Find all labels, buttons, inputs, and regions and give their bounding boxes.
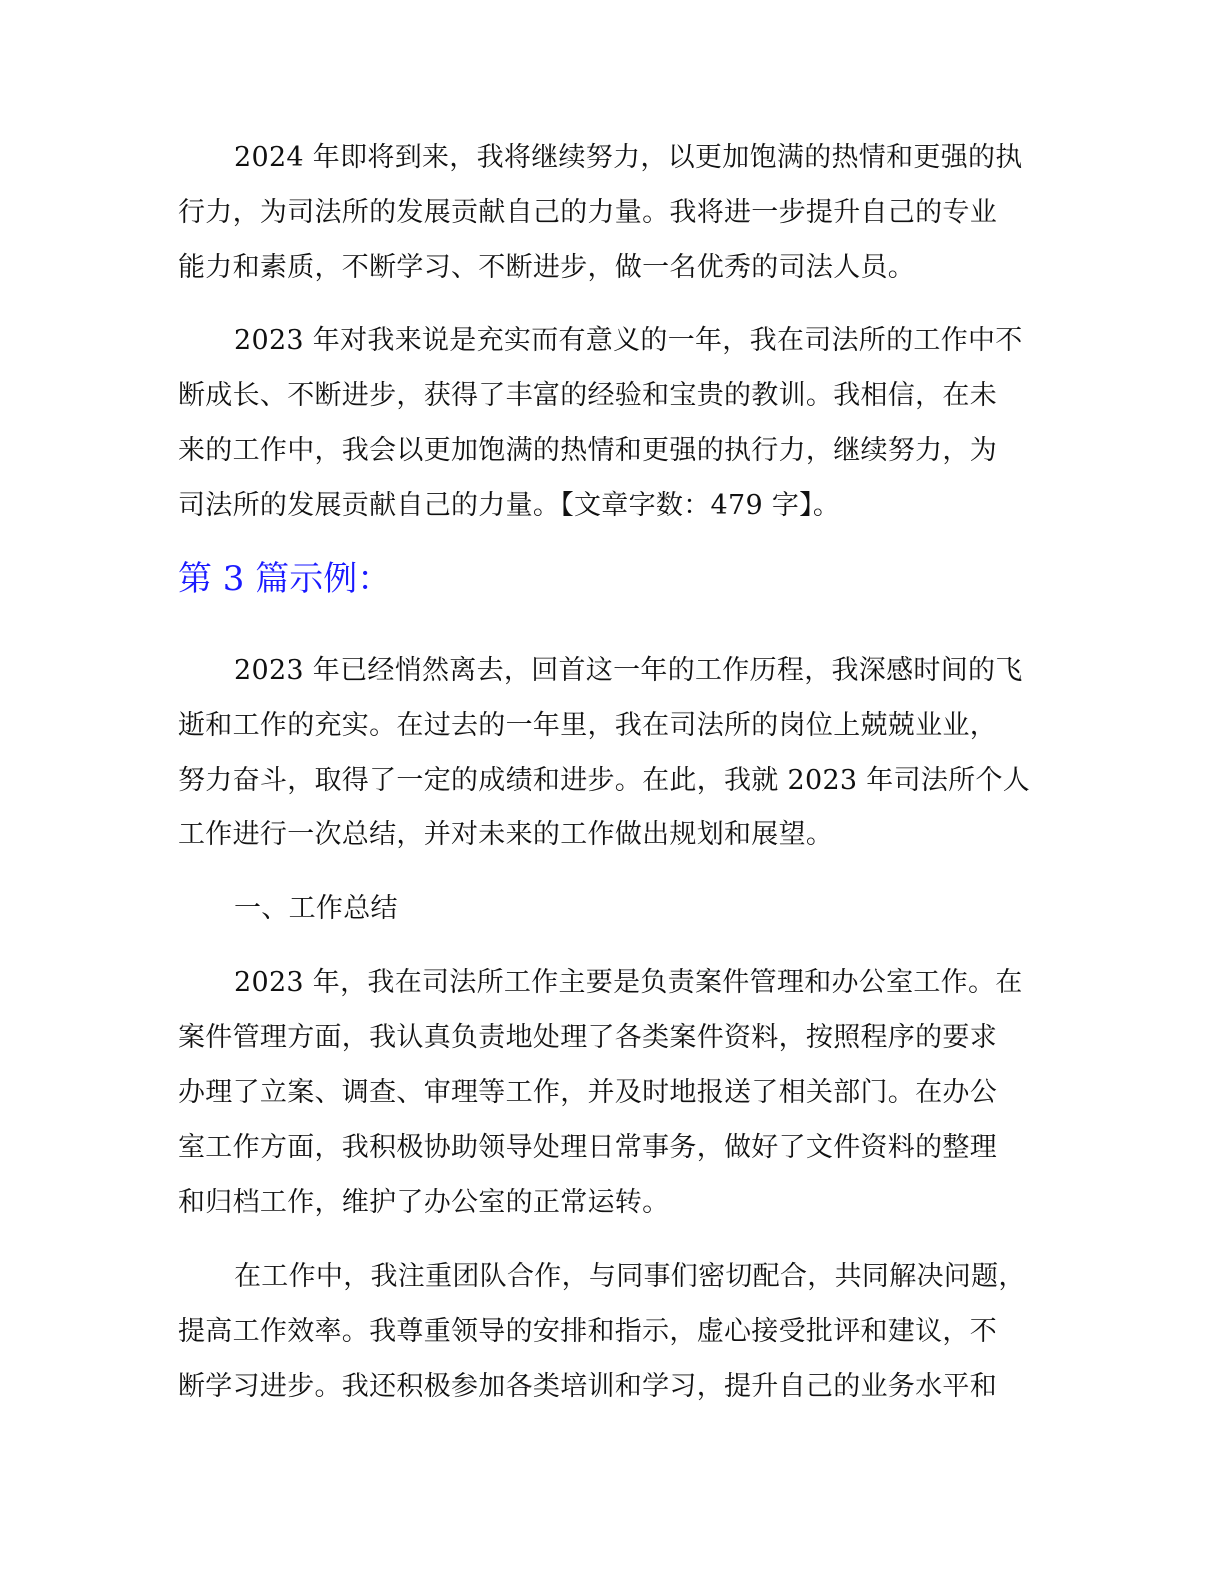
paragraph-2-line-4: 司法所的发展贡献自己的力量。【文章字数：479 字】。 — [178, 490, 841, 521]
paragraph-4-line-1: 2023 年，我在司法所工作主要是负责案件管理和办公室工作。在 — [234, 967, 1023, 998]
paragraph-2-line-1: 2023 年对我来说是充实而有意义的一年，我在司法所的工作中不 — [234, 325, 1023, 356]
subheading-work-summary: 一、工作总结 — [234, 893, 398, 924]
paragraph-3-line-2: 逝和工作的充实。在过去的一年里，我在司法所的岗位上兢兢业业， — [178, 710, 997, 741]
paragraph-1-line-2: 行力，为司法所的发展贡献自己的力量。我将进一步提升自己的专业 — [178, 197, 997, 228]
paragraph-4-line-2: 案件管理方面，我认真负责地处理了各类案件资料，按照程序的要求 — [178, 1022, 997, 1053]
paragraph-3-line-4: 工作进行一次总结，并对未来的工作做出规划和展望。 — [178, 819, 834, 850]
paragraph-5-line-3: 断学习进步。我还积极参加各类培训和学习，提升自己的业务水平和 — [178, 1371, 997, 1402]
paragraph-1-line-3: 能力和素质，不断学习、不断进步，做一名优秀的司法人员。 — [178, 252, 916, 283]
section-heading: 第 3 篇示例： — [178, 559, 392, 599]
paragraph-5-line-2: 提高工作效率。我尊重领导的安排和指示，虚心接受批评和建议，不 — [178, 1316, 997, 1347]
paragraph-5-line-1: 在工作中，我注重团队合作，与同事们密切配合，共同解决问题， — [234, 1261, 1026, 1292]
paragraph-4-line-5: 和归档工作，维护了办公室的正常运转。 — [178, 1187, 670, 1218]
paragraph-4-line-3: 办理了立案、调查、审理等工作，并及时地报送了相关部门。在办公 — [178, 1077, 997, 1108]
paragraph-3-line-1: 2023 年已经悄然离去，回首这一年的工作历程，我深感时间的飞 — [234, 655, 1023, 686]
paragraph-3-line-3: 努力奋斗，取得了一定的成绩和进步。在此，我就 2023 年司法所个人 — [178, 765, 1031, 796]
paragraph-1-line-1: 2024 年即将到来，我将继续努力，以更加饱满的热情和更强的执 — [234, 142, 1023, 173]
paragraph-4-line-4: 室工作方面，我积极协助领导处理日常事务，做好了文件资料的整理 — [178, 1132, 997, 1163]
paragraph-2-line-3: 来的工作中，我会以更加饱满的热情和更强的执行力，继续努力，为 — [178, 435, 997, 466]
paragraph-2-line-2: 断成长、不断进步，获得了丰富的经验和宝贵的教训。我相信，在未 — [178, 380, 997, 411]
